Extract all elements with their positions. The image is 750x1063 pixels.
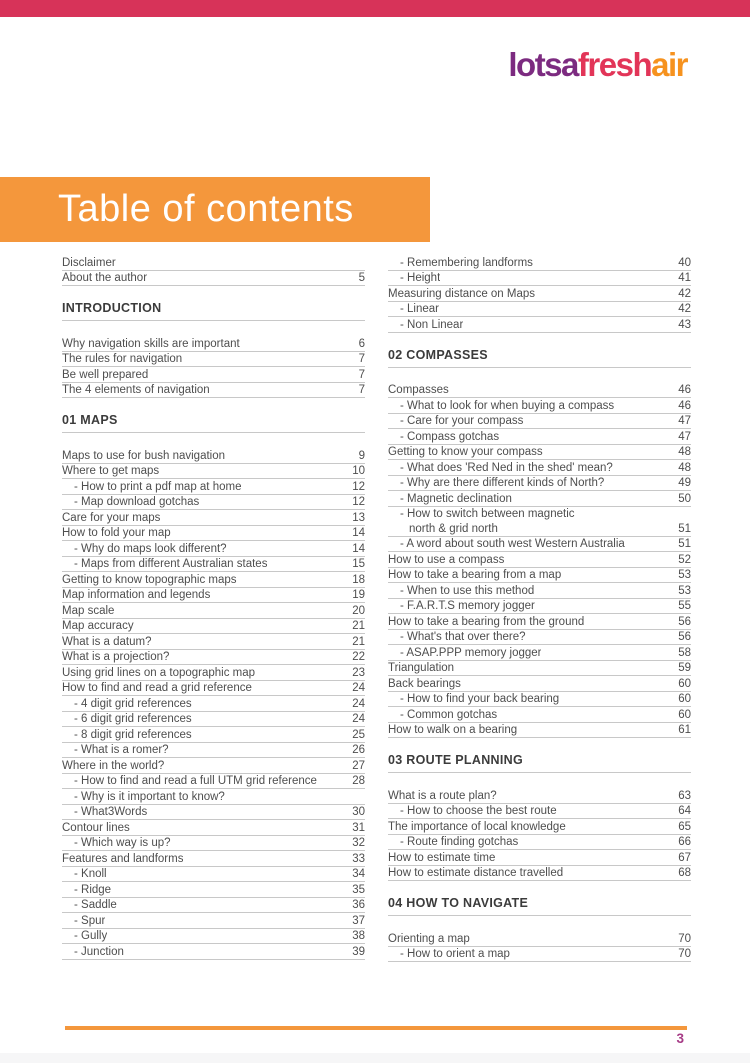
- toc-entry-label: - Why is it important to know?: [74, 790, 225, 803]
- toc-entry-label: - 4 digit grid references: [74, 697, 192, 710]
- toc-content: [62, 255, 691, 962]
- toc-entry-page: 6: [358, 337, 365, 350]
- toc-entry[interactable]: [388, 398, 691, 414]
- toc-entry-label: - How to choose the best route: [400, 805, 557, 817]
- toc-section: [388, 349, 691, 739]
- toc-entry[interactable]: [62, 255, 365, 271]
- toc-entry-label: - Non Linear: [400, 318, 464, 331]
- toc-entry-label: - A word about south west Western Australia: [400, 538, 625, 550]
- toc-entry-page: 28: [352, 775, 365, 787]
- toc-entry-label: - How to find your back bearing: [400, 693, 560, 705]
- toc-entry[interactable]: [388, 614, 691, 630]
- page-number: 3: [676, 1031, 684, 1046]
- toc-entry-label: - Map download gotchas: [74, 496, 200, 508]
- toc-entry-page: 53: [678, 584, 691, 597]
- toc-entry-label: Using grid lines on a topographic map: [62, 666, 256, 679]
- toc-entry[interactable]: [388, 661, 691, 677]
- toc-entry-label: - Linear: [400, 303, 439, 315]
- toc-entry-label: Getting to know topographic maps: [62, 573, 237, 586]
- toc-entry-page: 47: [678, 415, 691, 427]
- toc-entry[interactable]: [62, 495, 365, 511]
- toc-section: [388, 897, 691, 962]
- toc-section-header: INTRODUCTION: [62, 302, 365, 321]
- toc-entry-page: 5: [358, 272, 365, 284]
- toc-entry[interactable]: [62, 820, 365, 836]
- toc-entry-page: 60: [678, 708, 691, 721]
- toc-entry-label: Orienting a map: [388, 932, 470, 945]
- toc-entry-page: 21: [352, 635, 365, 648]
- toc-entry-page: 27: [352, 759, 365, 772]
- toc-entry-page: 60: [678, 677, 691, 690]
- toc-entry[interactable]: [62, 510, 365, 526]
- toc-entry-page: 7: [358, 353, 365, 365]
- toc-entry[interactable]: [388, 676, 691, 692]
- toc-entry-page: 25: [352, 728, 365, 741]
- toc-entry-label: - Why are there different kinds of North?: [400, 477, 605, 489]
- toc-entry[interactable]: [62, 367, 365, 383]
- toc-entry[interactable]: [62, 681, 365, 697]
- toc-entry-label: Measuring distance on Maps: [388, 287, 536, 300]
- toc-entry-page: 14: [352, 542, 365, 555]
- toc-entry-label: Where to get maps: [62, 465, 160, 477]
- toc-entry[interactable]: [62, 944, 365, 960]
- toc-entry[interactable]: [388, 819, 691, 835]
- toc-entry-page: 14: [352, 527, 365, 539]
- toc-entry[interactable]: [388, 645, 691, 661]
- toc-entry-label: Compasses: [388, 384, 449, 396]
- toc-entry-label: - Spur: [74, 914, 106, 927]
- toc-entry[interactable]: [388, 707, 691, 723]
- footer-rule: [65, 1026, 687, 1030]
- toc-entry-label: Where in the world?: [62, 759, 165, 772]
- toc-entry[interactable]: [388, 630, 691, 646]
- toc-entry-page: 59: [678, 662, 691, 674]
- toc-entry-page: 7: [358, 368, 365, 381]
- toc-column-right: [388, 255, 691, 962]
- toc-entry-page: 24: [352, 682, 365, 694]
- toc-entry-page: 13: [352, 511, 365, 524]
- toc-entry-page: 58: [678, 646, 691, 659]
- toc-entry[interactable]: [388, 931, 691, 947]
- toc-entry[interactable]: [62, 696, 365, 712]
- toc-entry-page: 7: [358, 384, 365, 396]
- toc-entry-page: 36: [352, 899, 365, 911]
- toc-entry-label: Features and landforms: [62, 852, 184, 865]
- toc-entry-label: - When to use this method: [400, 584, 535, 597]
- toc-entry-label: Triangulation: [388, 662, 455, 674]
- toc-entry[interactable]: [388, 583, 691, 599]
- toc-entry[interactable]: [62, 557, 365, 573]
- toc-entry-page: 70: [678, 948, 691, 960]
- toc-entry-label: - How to print a pdf map at home: [74, 480, 242, 493]
- toc-section: [388, 255, 691, 333]
- toc-entry[interactable]: [62, 541, 365, 557]
- toc-entry-page: 21: [352, 620, 365, 632]
- toc-entry[interactable]: [62, 712, 365, 728]
- toc-entry-label: How to estimate distance travelled: [388, 867, 564, 879]
- toc-entry-page: 24: [352, 697, 365, 710]
- toc-entry[interactable]: [388, 429, 691, 445]
- toc-entry-page: 50: [678, 492, 691, 505]
- toc-entry[interactable]: [388, 302, 691, 318]
- toc-entry[interactable]: [62, 929, 365, 945]
- toc-entry-label: - Remembering landforms: [400, 256, 533, 269]
- toc-entry-label: - Junction: [74, 945, 124, 958]
- toc-entry[interactable]: [62, 588, 365, 604]
- toc-entry[interactable]: [388, 804, 691, 820]
- toc-entry-label: How to take a bearing from a map: [388, 569, 562, 581]
- toc-entry[interactable]: [388, 317, 691, 333]
- toc-entry-label: Map accuracy: [62, 620, 134, 632]
- toc-entry-page: 55: [678, 600, 691, 612]
- toc-entry-page: 33: [352, 852, 365, 865]
- toc-entry[interactable]: [62, 464, 365, 480]
- toc-entry[interactable]: [62, 271, 365, 287]
- toc-entry-label: Back bearings: [388, 677, 461, 690]
- toc-entry[interactable]: [388, 507, 691, 522]
- toc-entry-label: - ASAP.PPP memory jogger: [400, 646, 542, 659]
- toc-entry-page: 53: [678, 569, 691, 581]
- toc-entry[interactable]: [388, 788, 691, 804]
- toc-entry[interactable]: [388, 866, 691, 882]
- toc-entry-label: - How to switch between magnetic: [400, 508, 575, 520]
- toc-entry-label: - What's that over there?: [400, 631, 526, 643]
- toc-entry[interactable]: [62, 634, 365, 650]
- toc-entry[interactable]: [62, 774, 365, 790]
- toc-entry-label: - Care for your compass: [400, 415, 524, 427]
- toc-entry[interactable]: [62, 619, 365, 635]
- toc-entry[interactable]: [62, 867, 365, 883]
- toc-entry-label: Disclaimer: [62, 256, 116, 269]
- toc-entry-page: 31: [352, 821, 365, 834]
- toc-entry[interactable]: [62, 743, 365, 759]
- toc-entry[interactable]: [62, 383, 365, 399]
- toc-entry-label: Map scale: [62, 604, 115, 617]
- toc-entry-page: 15: [352, 558, 365, 570]
- toc-entry-page: 61: [678, 724, 691, 736]
- logo-part: fresh: [577, 46, 652, 83]
- toc-entry-label: The 4 elements of navigation: [62, 384, 210, 396]
- toc-entry[interactable]: [388, 692, 691, 708]
- toc-entry[interactable]: [62, 336, 365, 352]
- toc-entry-page: 37: [352, 914, 365, 927]
- toc-entry[interactable]: [62, 836, 365, 852]
- toc-entry-page: 46: [678, 399, 691, 412]
- toc-entry-page: 65: [678, 820, 691, 833]
- toc-entry-label: How to find and read a grid reference: [62, 682, 252, 694]
- toc-entry-label: - 8 digit grid references: [74, 728, 192, 741]
- toc-entry[interactable]: [388, 537, 691, 553]
- toc-entry-label: - How to orient a map: [400, 948, 510, 960]
- toc-entry-label: north & grid north: [409, 522, 498, 535]
- bottom-strip: [0, 1053, 750, 1063]
- toc-entry-label: The rules for navigation: [62, 353, 183, 365]
- toc-entry-page: 40: [678, 256, 691, 269]
- toc-entry-label: What is a route plan?: [388, 789, 497, 802]
- toc-entry-page: 26: [352, 744, 365, 756]
- toc-entry-label: - Ridge: [74, 883, 112, 896]
- toc-entry-label: - What is a romer?: [74, 744, 169, 756]
- toc-entry-label: How to use a compass: [388, 553, 505, 566]
- toc-entry-page: 9: [358, 449, 365, 462]
- toc-entry[interactable]: [388, 476, 691, 492]
- toc-entry[interactable]: [62, 665, 365, 681]
- toc-entry[interactable]: [62, 789, 365, 805]
- toc-entry[interactable]: [62, 526, 365, 542]
- toc-entry-page: 38: [352, 930, 365, 942]
- toc-entry-label: Care for your maps: [62, 511, 161, 524]
- toc-entry-label: Maps to use for bush navigation: [62, 449, 226, 462]
- toc-entry-page: 56: [678, 631, 691, 643]
- toc-entry-page: 12: [352, 496, 365, 508]
- toc-entry[interactable]: [62, 572, 365, 588]
- toc-entry[interactable]: [62, 650, 365, 666]
- toc-entry-page: 48: [678, 461, 691, 474]
- logo-part: air: [651, 46, 687, 83]
- toc-entry-label: Contour lines: [62, 821, 130, 834]
- toc-entry-page: 42: [678, 287, 691, 300]
- toc-entry-label: - Which way is up?: [74, 837, 171, 849]
- toc-entry-label: How to estimate time: [388, 851, 496, 864]
- toc-entry[interactable]: [62, 913, 365, 929]
- toc-entry-label: How to walk on a bearing: [388, 724, 518, 736]
- logo-part: lotsa: [508, 46, 578, 83]
- toc-entry-label: - Common gotchas: [400, 708, 498, 721]
- toc-entry-label: - What3Words: [74, 806, 148, 818]
- toc-entry-label: - What does 'Red Ned in the shed' mean?: [400, 461, 613, 474]
- toc-entry[interactable]: [388, 835, 691, 851]
- toc-entry-page: 23: [352, 666, 365, 679]
- toc-entry[interactable]: [62, 479, 365, 495]
- top-accent-bar: [0, 0, 750, 17]
- toc-entry-label: - Compass gotchas: [400, 430, 500, 443]
- toc-entry-label: - Gully: [74, 930, 108, 942]
- toc-entry-label: How to take a bearing from the ground: [388, 615, 585, 628]
- toc-entry-page: 52: [678, 553, 691, 566]
- toc-entry-page: 35: [352, 883, 365, 896]
- toc-entry[interactable]: [388, 850, 691, 866]
- toc-entry[interactable]: [62, 758, 365, 774]
- toc-entry[interactable]: [388, 414, 691, 430]
- toc-entry-label: What is a datum?: [62, 635, 152, 648]
- toc-entry[interactable]: [62, 898, 365, 914]
- toc-entry-page: 56: [678, 615, 691, 628]
- toc-entry[interactable]: [388, 552, 691, 568]
- toc-entry-label: Be well prepared: [62, 368, 149, 381]
- toc-entry-page: 32: [352, 837, 365, 849]
- toc-entry[interactable]: [388, 947, 691, 963]
- lotsafreshair-logo: [508, 46, 687, 84]
- toc-entry-page: 19: [352, 589, 365, 601]
- toc-entry-label: - What to look for when buying a compass: [400, 399, 615, 412]
- toc-entry[interactable]: [388, 491, 691, 507]
- toc-entry[interactable]: [62, 448, 365, 464]
- toc-entry-label: - Route finding gotchas: [400, 836, 519, 848]
- toc-entry-page: 60: [678, 693, 691, 705]
- toc-entry[interactable]: [62, 805, 365, 821]
- toc-entry-page: 22: [352, 651, 365, 663]
- toc-entry-label: - Saddle: [74, 899, 117, 911]
- toc-entry-label: What is a projection?: [62, 651, 170, 663]
- title-banner: [0, 177, 430, 242]
- toc-entry-label: - 6 digit grid references: [74, 713, 192, 725]
- toc-entry[interactable]: [62, 727, 365, 743]
- toc-entry-page: 46: [678, 384, 691, 396]
- page-title: Table of contents: [58, 188, 354, 230]
- toc-entry[interactable]: [388, 255, 691, 271]
- toc-section-header: 04 HOW TO NAVIGATE: [388, 897, 691, 916]
- toc-entry-page: 24: [352, 713, 365, 725]
- toc-entry[interactable]: [62, 882, 365, 898]
- toc-entry[interactable]: [388, 445, 691, 461]
- toc-entry-page: 68: [678, 867, 691, 879]
- toc-entry[interactable]: [388, 271, 691, 287]
- toc-entry-label: How to fold your map: [62, 527, 171, 539]
- toc-entry-page: 30: [352, 806, 365, 818]
- toc-entry-page: 20: [352, 604, 365, 617]
- toc-section-header: 02 COMPASSES: [388, 349, 691, 368]
- toc-entry-page: 47: [678, 430, 691, 443]
- toc-entry-label: - Magnetic declination: [400, 492, 512, 505]
- toc-entry[interactable]: [388, 723, 691, 739]
- toc-entry-page: 70: [678, 932, 691, 945]
- toc-entry[interactable]: [62, 603, 365, 619]
- toc-entry[interactable]: [388, 568, 691, 584]
- toc-entry-label: About the author: [62, 272, 148, 284]
- toc-entry[interactable]: [388, 599, 691, 615]
- toc-column-left: [62, 255, 365, 962]
- toc-entry[interactable]: [388, 286, 691, 302]
- toc-entry-page: 12: [352, 480, 365, 493]
- toc-entry-page: 64: [678, 805, 691, 817]
- toc-entry-page: 66: [678, 836, 691, 848]
- toc-entry-page: 43: [678, 318, 691, 331]
- toc-entry[interactable]: [62, 851, 365, 867]
- toc-entry-page: 42: [678, 303, 691, 315]
- toc-entry-label: - How to find and read a full UTM grid reference: [74, 775, 317, 787]
- toc-entry-label: Why navigation skills are important: [62, 337, 240, 350]
- toc-section: [62, 255, 365, 286]
- toc-entry[interactable]: [388, 383, 691, 399]
- toc-entry-label: - Height: [400, 272, 441, 284]
- toc-entry-label: The importance of local knowledge: [388, 820, 566, 833]
- toc-entry-label: Getting to know your compass: [388, 446, 543, 458]
- toc-entry-page: 39: [352, 945, 365, 958]
- toc-entry-page: 48: [678, 446, 691, 458]
- toc-entry-page: 51: [678, 538, 691, 550]
- toc-entry-label: - Maps from different Australian states: [74, 558, 268, 570]
- toc-entry[interactable]: [388, 521, 691, 537]
- toc-entry-page: 51: [678, 522, 691, 535]
- toc-entry-page: 63: [678, 789, 691, 802]
- toc-section: [62, 302, 365, 398]
- toc-section: [388, 754, 691, 881]
- toc-entry-label: - Knoll: [74, 868, 107, 880]
- toc-section-header: 01 MAPS: [62, 414, 365, 433]
- toc-entry-label: Map information and legends: [62, 589, 211, 601]
- toc-entry-page: 67: [678, 851, 691, 864]
- toc-entry-page: 10: [352, 465, 365, 477]
- toc-entry-label: - F.A.R.T.S memory jogger: [400, 600, 535, 612]
- toc-entry[interactable]: [388, 460, 691, 476]
- toc-section: [62, 414, 365, 960]
- toc-entry-page: 41: [678, 272, 691, 284]
- toc-entry-label: - Why do maps look different?: [74, 542, 227, 555]
- toc-section-header: 03 ROUTE PLANNING: [388, 754, 691, 773]
- toc-entry[interactable]: [62, 352, 365, 368]
- toc-entry-page: 49: [678, 477, 691, 489]
- toc-entry-page: 34: [352, 868, 365, 880]
- toc-entry-page: 18: [352, 573, 365, 586]
